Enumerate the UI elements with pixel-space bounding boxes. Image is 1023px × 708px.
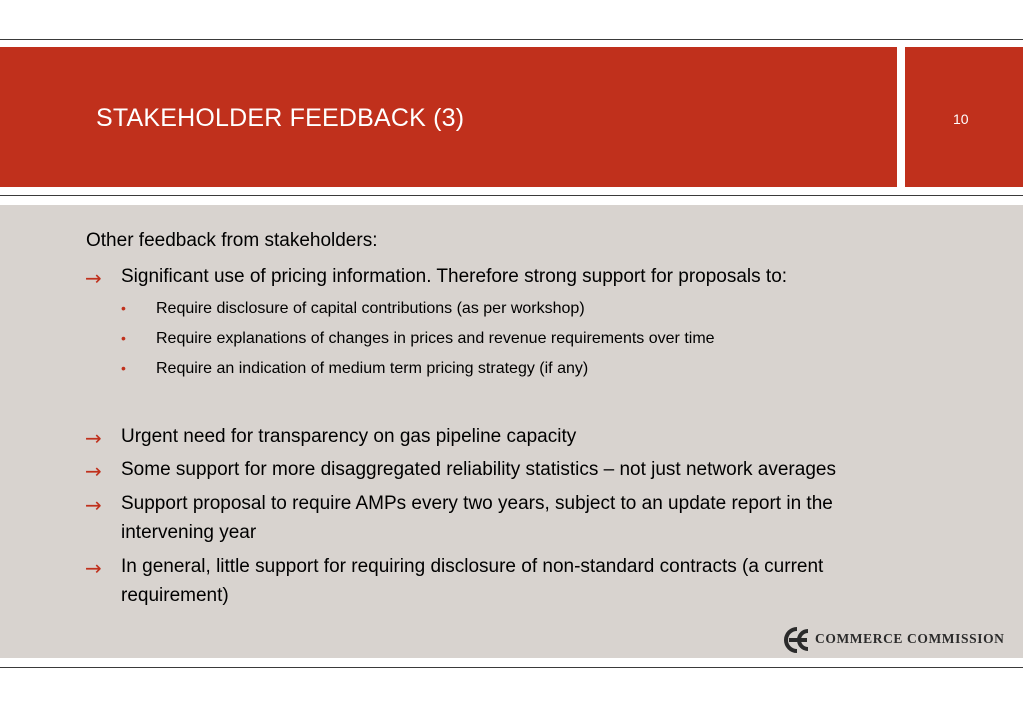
point-text: Significant use of pricing information. Therefore strong support for proposals to: <box>121 266 788 287</box>
upper-content-rule <box>0 195 1023 196</box>
sub-point-text: Require explanations of changes in prices and revenue requirements over time <box>156 330 715 347</box>
bullet-icon: • <box>121 330 126 346</box>
point-text: Support proposal to require AMPs every two years, subject to an update report in the <box>121 493 833 514</box>
right-arrow-icon: → <box>85 459 102 483</box>
top-rule <box>0 39 1023 40</box>
slide-title: STAKEHOLDER FEEDBACK (3) <box>96 104 465 132</box>
sub-point-text: Require an indication of medium term pricing strategy (if any) <box>156 360 589 377</box>
point-text: Urgent need for transparency on gas pipeline capacity <box>121 426 577 447</box>
bullet-icon: • <box>121 300 126 316</box>
point-continuation-text: requirement) <box>121 585 229 606</box>
sub-point-text: Require disclosure of capital contributions (as per workshop) <box>156 300 585 317</box>
right-arrow-icon: → <box>85 266 102 290</box>
point-text: In general, little support for requiring disclosure of non-standard contracts (a current <box>121 556 824 577</box>
right-arrow-icon: → <box>85 556 102 580</box>
bullet-icon: • <box>121 360 126 376</box>
lower-content-rule <box>0 667 1023 668</box>
intro-text: Other feedback from stakeholders: <box>86 230 378 251</box>
header-divider <box>897 47 905 187</box>
right-arrow-icon: → <box>85 426 102 450</box>
right-arrow-icon: → <box>85 493 102 517</box>
page-number: 10 <box>953 111 969 127</box>
logo-text: COMMERCE COMMISSION <box>815 631 1005 646</box>
point-continuation-text: intervening year <box>121 522 257 543</box>
point-text: Some support for more disaggregated reliability statistics – not just network averages <box>121 459 836 480</box>
